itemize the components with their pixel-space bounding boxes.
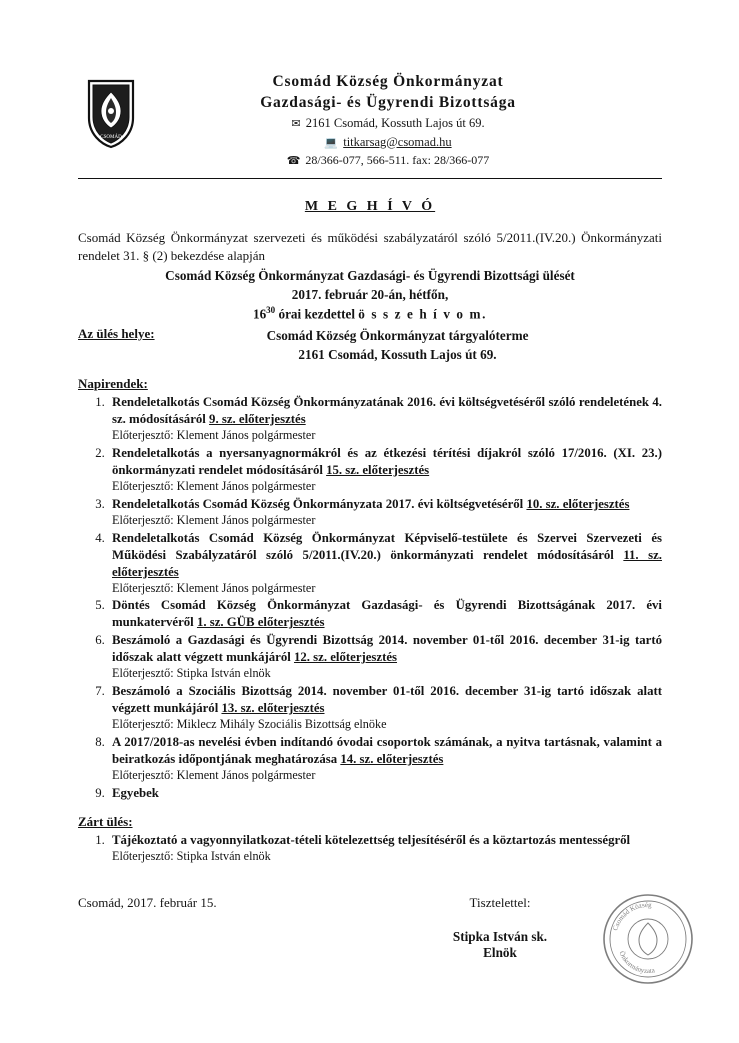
org-address: 2161 Csomád, Kossuth Lajos út 69. bbox=[305, 115, 485, 130]
agenda-item-reference: 10. sz. előterjesztés bbox=[526, 496, 630, 511]
agenda-list bbox=[78, 394, 662, 802]
agenda-item-text: A 2017/2018-as nevelési évben indítandó óvodai csoportok számának, a nyitva tartásnak, valamint a beiratkozás időpontjának meghatározása bbox=[112, 735, 662, 767]
closed-item-presenter: Előterjesztő: Stipka István elnök bbox=[112, 849, 271, 864]
meeting-time-minutes: 30 bbox=[266, 305, 276, 316]
agenda-item-presenter: Előterjesztő: Miklecz Mihály Szociális Bizottság elnöke bbox=[112, 717, 387, 732]
meeting-time-hour: 16 bbox=[252, 306, 267, 322]
meeting-line-1: Csomád Község Önkormányzat Gazdasági- és Ügyrendi Bizottsági ülését bbox=[165, 267, 575, 283]
agenda-item-presenter: Előterjesztő: Klement János polgármester bbox=[112, 427, 316, 442]
header-divider bbox=[78, 178, 662, 179]
org-email[interactable]: titkarsag@csomad.hu bbox=[343, 134, 452, 149]
agenda-item-text: Rendeletalkotás Csomád Község Önkormányzata 2017. évi költségvetéséről bbox=[112, 496, 527, 511]
agenda-item-title bbox=[112, 394, 662, 428]
agenda-item-text: Rendeletalkotás Csomád Község Önkormányzatának 2016. évi költségvetéséről szóló rendeletének 4. sz. módosításáról bbox=[112, 394, 662, 426]
org-name-line1: Csomád Község Önkormányzat bbox=[272, 73, 504, 90]
organization-block bbox=[144, 72, 662, 170]
meeting-convene-word: ö s s z e h í v o m. bbox=[358, 306, 488, 322]
agenda-item-text: Beszámoló a Szociális Bizottság 2014. november 01-től 2016. december 31-ig tartó időszak alatt végzett munkájáról bbox=[112, 684, 662, 716]
org-name-line2: Gazdasági- és Ügyrendi Bizottsága bbox=[260, 93, 516, 111]
venue-label: Az ülés helye: bbox=[78, 325, 155, 341]
agenda-label: Napirendek: bbox=[78, 375, 148, 391]
org-phone-line bbox=[144, 151, 632, 170]
closed-session-list bbox=[78, 832, 662, 865]
agenda-item-presenter: Előterjesztő: Klement János polgármester bbox=[112, 580, 316, 595]
agenda-item-reference: 1. sz. GÜB előterjesztés bbox=[196, 615, 325, 630]
venue-value bbox=[218, 326, 662, 364]
document-content bbox=[78, 72, 662, 976]
letterhead bbox=[78, 72, 662, 174]
agenda-item-reference: 14. sz. előterjesztés bbox=[340, 752, 444, 767]
org-address-line bbox=[144, 114, 632, 133]
coat-of-arms-icon bbox=[78, 72, 144, 150]
agenda-item-presenter: Előterjesztő: Klement János polgármester bbox=[112, 478, 316, 493]
agenda-item bbox=[108, 683, 662, 733]
meeting-time-rest: órai kezdettel bbox=[275, 306, 359, 322]
agenda-item-reference: 13. sz. előterjesztés bbox=[221, 701, 325, 716]
agenda-item-title bbox=[112, 632, 662, 666]
agenda-item bbox=[108, 530, 662, 597]
signer-name: Stipka István sk. bbox=[452, 929, 548, 944]
closed-session-label: Zárt ülés: bbox=[78, 814, 133, 830]
agenda-item bbox=[108, 496, 662, 529]
agenda-item bbox=[108, 785, 662, 802]
agenda-item bbox=[108, 632, 662, 682]
agenda-item-text: Döntés Csomád Község Önkormányzat Gazdasági- és Ügyrendi Bizottságának 2017. évi munkatervéről bbox=[112, 598, 662, 630]
agenda-item bbox=[108, 445, 662, 495]
envelope-icon: ✉ bbox=[291, 117, 301, 130]
svg-text:Önkormányzata: Önkormányzata bbox=[617, 949, 656, 976]
agenda-item-reference: 9. sz. előterjesztés bbox=[209, 411, 306, 426]
agenda-item bbox=[108, 597, 662, 631]
svg-text:CSOMÁD: CSOMÁD bbox=[100, 135, 122, 140]
agenda-item-reference: 11. sz. előterjesztés bbox=[112, 547, 662, 579]
agenda-item-title bbox=[112, 445, 662, 479]
svg-text:Csomád Község: Csomád Község bbox=[611, 900, 652, 932]
agenda-item-presenter: Előterjesztő: Klement János polgármester bbox=[112, 768, 316, 783]
org-email-line bbox=[144, 133, 632, 152]
footer-salutation: Tisztelettel: bbox=[469, 895, 531, 910]
agenda-item-title bbox=[112, 683, 662, 717]
agenda-item-presenter: Előterjesztő: Stipka István elnök bbox=[112, 666, 271, 681]
intro-paragraph: Csomád Község Önkormányzat szervezeti és működési szabályzatáról szóló 5/2011.(IV.20.) Önkormányzati rendelet 31. § (2) bekezdése alapján bbox=[78, 229, 662, 264]
agenda-item-text: Egyebek bbox=[112, 786, 159, 801]
closed-item-title: 1. Tájékoztató a vagyonnyilatkozat-tételi kötelezettség teljesítéséről és a köztartozás mentességről bbox=[112, 833, 631, 848]
telephone-icon: ☎ bbox=[286, 155, 301, 168]
agenda-item bbox=[108, 394, 662, 444]
org-phone: 28/366-077, 566-511. fax: 28/366-077 bbox=[305, 153, 490, 168]
agenda-item-text: Rendeletalkotás a nyersanyagnormákról és az étkezési térítési díjakról szóló 17/2016. (XI. 23.) önkormányzati rendelet módosításáról bbox=[112, 445, 662, 477]
footer bbox=[78, 895, 662, 976]
venue-row bbox=[78, 326, 662, 364]
venue-line-2: 2161 Csomád, Kossuth Lajos út 69. bbox=[298, 346, 497, 362]
agenda-item-presenter: Előterjesztő: Klement János polgármester bbox=[112, 512, 316, 527]
footer-place-date: Csomád, 2017. február 15. bbox=[78, 895, 217, 910]
closed-session-item bbox=[108, 832, 662, 865]
agenda-item-title bbox=[112, 496, 662, 513]
agenda-item-title bbox=[112, 597, 662, 631]
agenda-item-title bbox=[112, 734, 662, 768]
agenda-item-text: Beszámoló a Gazdasági és Ügyrendi Bizottság 2014. november 01-től 2016. december 31-ig tartó időszak alatt végzett munkájáról bbox=[112, 633, 662, 665]
page-title: M E G H Í V Ó bbox=[304, 198, 436, 214]
agenda-item-title bbox=[112, 785, 662, 802]
agenda-item-reference: 15. sz. előterjesztés bbox=[326, 462, 430, 477]
agenda-item-reference: 12. sz. előterjesztés bbox=[293, 650, 398, 665]
venue-line-1: Csomád Község Önkormányzat tárgyalóterme bbox=[266, 327, 529, 343]
agenda-item-text: Rendeletalkotás Csomád Község Önkormányzat Képviselő-testülete és Szervei Szervezeti és Működési Szabályzatáról szóló 5/2011.(IV.20.) önkormányzati rendelet módosításáról bbox=[112, 530, 662, 562]
meeting-time-line bbox=[78, 304, 662, 324]
round-stamp-icon bbox=[596, 887, 700, 991]
meeting-line-2: 2017. február 20-án, hétfőn, bbox=[291, 286, 449, 302]
agenda-item-title bbox=[112, 530, 662, 581]
computer-icon: 💻 bbox=[324, 136, 339, 149]
signer-role: Elnök bbox=[483, 945, 517, 960]
agenda-item bbox=[108, 734, 662, 784]
